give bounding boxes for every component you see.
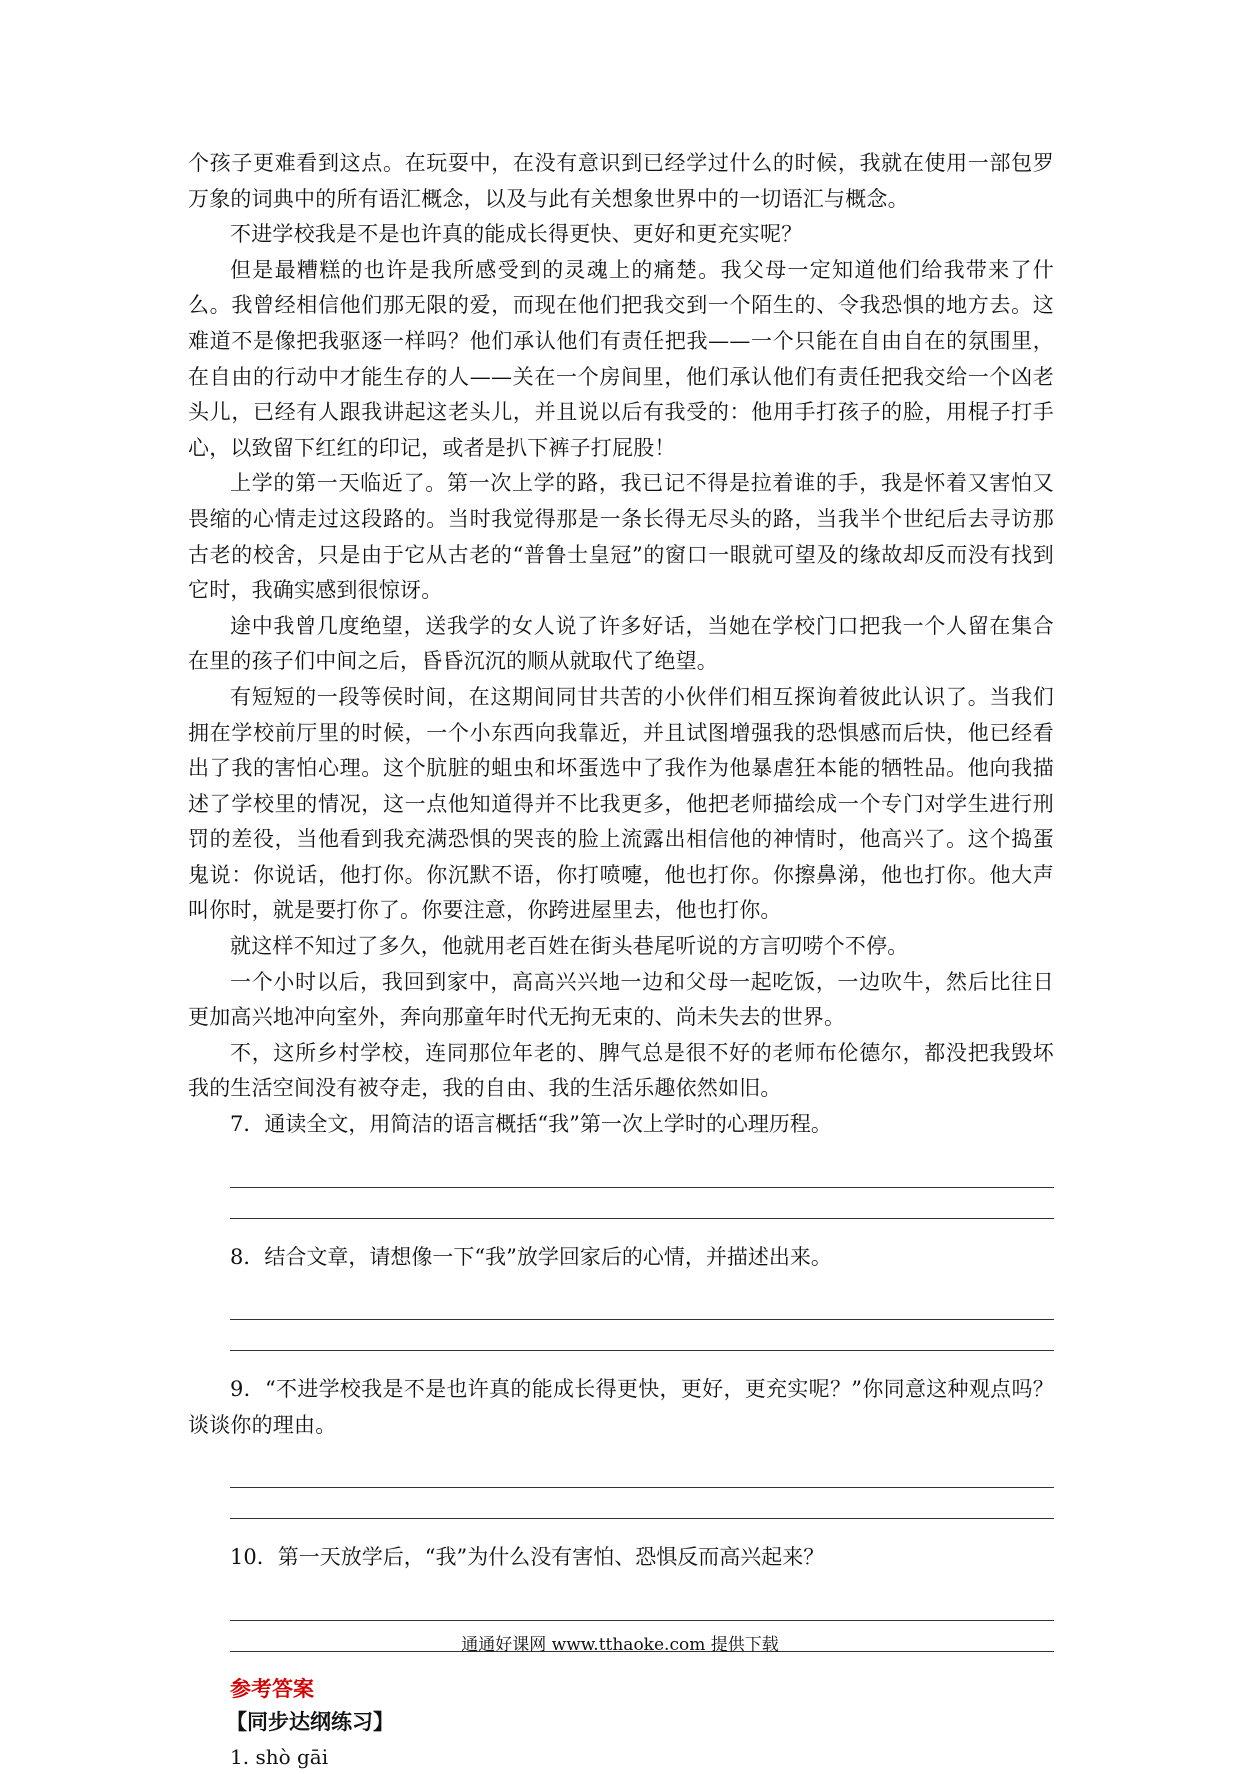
passage-paragraph-continued: 个孩子更难看到这点。在玩耍中，在没有意识到已经学过什么的时候，我就在使用一部包罗万象的词典中的所有语汇概念，以及与此有关想象世界中的一切语汇与概念。	[188, 151, 1054, 211]
answer-1: 1. shò gāi	[230, 1745, 329, 1769]
passage-paragraph: 一个小时以后，我回到家中，高高兴兴地一边和父母一起吃饭，一边吹牛，然后比往日更加高兴地冲向室外，奔向那童年时代无拘无束的、尚未失去的世界。	[188, 969, 1054, 1030]
passage-paragraph: 不进学校我是不是也许真的能成长得更快、更好和更充实呢？	[230, 222, 803, 247]
passage-paragraph: 途中我曾几度绝望，送我学的女人说了许多好话，当她在学校门口把我一个人留在集合在里的孩子们中间之后，昏昏沉沉的顺从就取代了绝望。	[188, 613, 1054, 674]
answer-lines	[230, 1457, 1054, 1519]
section-title: 【同步达纲练习】	[226, 1710, 394, 1734]
page-footer: 通通好课网 www.tthaoke.com 提供下载	[461, 1635, 779, 1655]
document-body	[188, 146, 1054, 1774]
question-9	[188, 1372, 1054, 1519]
question-7	[188, 1107, 1054, 1219]
answer-line[interactable]	[230, 1188, 1054, 1219]
passage-paragraph: 上学的第一天临近了。第一次上学的路，我已记不得是拉着谁的手，我是怀着又害怕又畏缩的心情走过这段路的。当时我觉得那是一条长得无尽头的路，当我半个世纪后去寻访那古老的校舍，只是由于它从古老的“普鲁士皇冠”的窗口一眼就可望及的缘故却反而没有找到它时，我确实感到很惊讶。	[188, 471, 1054, 603]
answer-line[interactable]	[230, 1457, 1054, 1488]
answer-lines	[230, 1157, 1054, 1219]
question-8	[188, 1240, 1054, 1352]
answer-line[interactable]	[230, 1289, 1054, 1320]
passage-paragraph: 有短短的一段等侯时间，在这期间同甘共苦的小伙伴们相互探询着彼此认识了。当我们拥在学校前厅里的时候，一个小东西向我靠近，并且试图增强我的恐惧感而后快，他已经看出了我的害怕心理。这个肮脏的蛆虫和坏蛋选中了我作为他暴虐狂本能的牺牲品。他向我描述了学校里的情况，这一点他知道得并不比我更多，他把老师描绘成一个专门对学生进行刑罚的差役，当他看到我充满恐惧的哭丧的脸上流露出相信他的神情时，他高兴了。这个捣蛋鬼说：你说话，他打你。你沉默不语，你打喷嚏，他也打你。你擦鼻涕，他也打你。他大声叫你时，就是要打你了。你要注意，你跨进屋里去，他也打你。	[188, 684, 1054, 923]
answer-line[interactable]	[230, 1590, 1054, 1621]
question-text: 7．通读全文，用简洁的语言概括“我”第一次上学时的心理历程。	[230, 1112, 832, 1137]
question-text: 8．结合文章，请想像一下“我”放学回家后的心情，并描述出来。	[230, 1244, 832, 1269]
answer-line[interactable]	[230, 1488, 1054, 1519]
question-text: 9．“不进学校我是不是也许真的能成长得更快，更好，更充实呢？”你同意这种观点吗？谈谈你的理由。	[188, 1377, 1054, 1437]
question-text: 10．第一天放学后，“我”为什么没有害怕、恐惧反而高兴起来？	[230, 1545, 825, 1570]
answer-line[interactable]	[230, 1320, 1054, 1351]
answer-lines	[230, 1289, 1054, 1351]
answer-line[interactable]	[230, 1157, 1054, 1188]
reference-answers-title: 参考答案	[230, 1677, 314, 1701]
passage-paragraph: 但是最糟糕的也许是我所感受到的灵魂上的痛楚。我父母一定知道他们给我带来了什么。我曾经相信他们那无限的爱，而现在他们把我交到一个陌生的、令我恐惧的地方去。这难道不是像把我驱逐一样吗？他们承认他们有责任把我——一个只能在自由自在的氛围里，在自由的行动中才能生存的人——关在一个房间里，他们承认他们有责任把我交给一个凶老头儿，已经有人跟我讲起这老头儿，并且说以后有我受的：他用手打孩子的脸，用棍子打手心，以致留下红红的印记，或者是扒下裤子打屁股！	[188, 257, 1054, 460]
passage-paragraph: 不，这所乡村学校，连同那位年老的、脾气总是很不好的老师布伦德尔，都没把我毁坏我的生活空间没有被夺走，我的自由、我的生活乐趣依然如旧。	[188, 1040, 1054, 1101]
passage-paragraph: 就这样不知过了多久，他就用老百姓在街头巷尾听说的方言叨唠个不停。	[230, 934, 909, 959]
